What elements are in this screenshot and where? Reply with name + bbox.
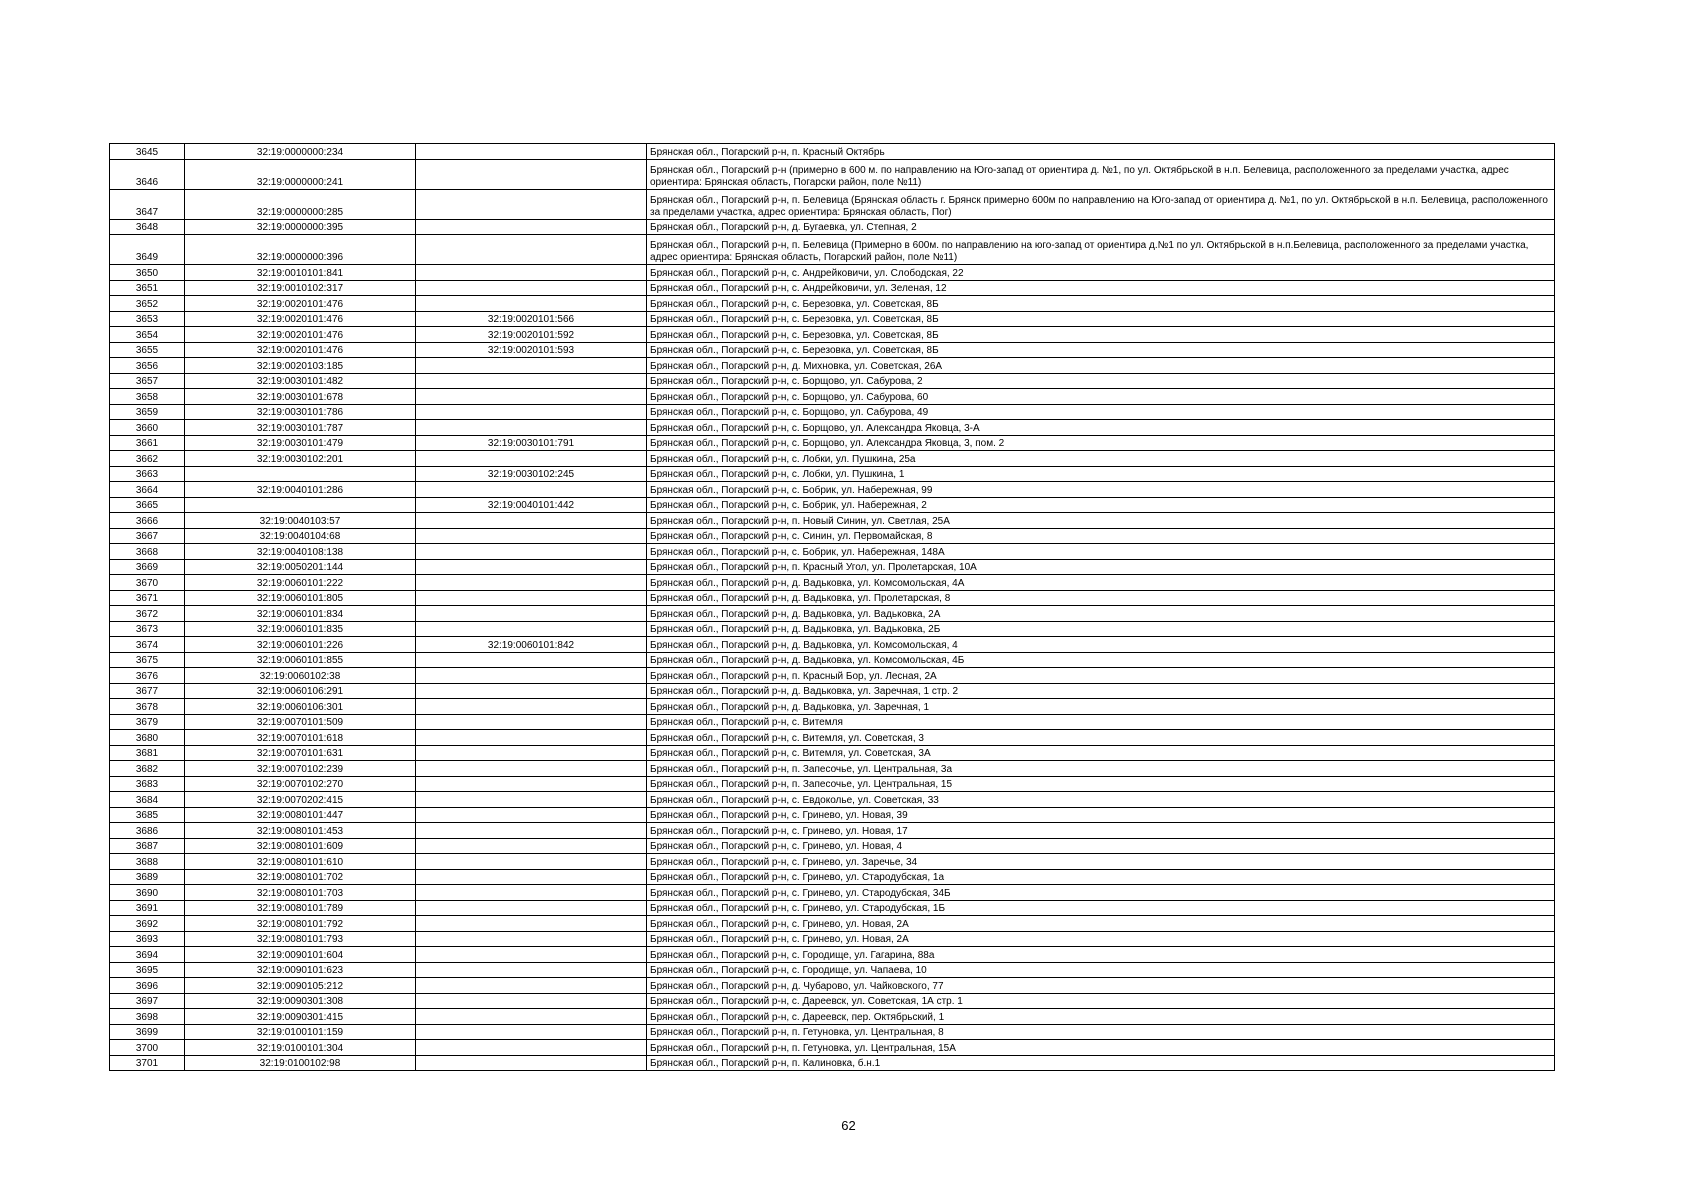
cadastral-number-cell: 32:19:0030101:787 [185,420,416,436]
row-number-cell: 3694 [110,947,185,963]
second-cadastral-number-cell [416,404,647,420]
table-row [110,838,1555,854]
row-number-cell: 3696 [110,978,185,994]
cadastral-number-cell: 32:19:0080101:453 [185,823,416,839]
table-row [110,606,1555,622]
second-cadastral-number-cell [416,1024,647,1040]
table-row [110,931,1555,947]
cadastral-number-cell: 32:19:0000000:234 [185,144,416,160]
cadastral-number-cell: 32:19:0030102:201 [185,451,416,467]
address-cell: Брянская обл., Погарский р-н, с. Дареевск, пер. Октябрьский, 1 [647,1009,1555,1025]
table-row [110,1009,1555,1025]
address-cell: Брянская обл., Погарский р-н, с. Березовка, ул. Советская, 8Б [647,327,1555,343]
row-number-cell: 3667 [110,528,185,544]
address-cell: Брянская обл., Погарский р-н, д. Бугаевка, ул. Степная, 2 [647,219,1555,235]
row-number-cell: 3668 [110,544,185,560]
cadastral-number-cell: 32:19:0100101:159 [185,1024,416,1040]
row-number-cell: 3660 [110,420,185,436]
address-cell: Брянская обл., Погарский р-н, с. Борщово, ул. Александра Яковца, 3, пом. 2 [647,435,1555,451]
table-row [110,714,1555,730]
address-cell: Брянская обл., Погарский р-н (примерно в 600 м. по направлению на Юго-запад от ориентира д. №1, по ул. Октябрьской в н.п. Белевица, расположенного за пределами участка, адрес ориентира: Брянская область, Погарски район, поле №11) [647,159,1555,189]
cadastral-number-cell: 32:19:0100101:304 [185,1040,416,1056]
table-row [110,358,1555,374]
table-row [110,947,1555,963]
second-cadastral-number-cell [416,869,647,885]
table-row [110,575,1555,591]
second-cadastral-number-cell [416,947,647,963]
second-cadastral-number-cell [416,838,647,854]
second-cadastral-number-cell [416,854,647,870]
second-cadastral-number-cell [416,761,647,777]
table-row [110,900,1555,916]
table-row [110,745,1555,761]
second-cadastral-number-cell [416,420,647,436]
table-row [110,544,1555,560]
table-row [110,730,1555,746]
row-number-cell: 3687 [110,838,185,854]
cadastral-number-cell: 32:19:0080101:447 [185,807,416,823]
row-number-cell: 3671 [110,590,185,606]
row-number-cell: 3656 [110,358,185,374]
table-row [110,854,1555,870]
second-cadastral-number-cell [416,730,647,746]
second-cadastral-number-cell [416,885,647,901]
second-cadastral-number-cell [416,714,647,730]
cadastral-number-cell: 32:19:0040108:138 [185,544,416,560]
table-row [110,1040,1555,1056]
second-cadastral-number-cell [416,482,647,498]
second-cadastral-number-cell [416,1040,647,1056]
address-cell: Брянская обл., Погарский р-н, с. Дареевск, ул. Советская, 1А стр. 1 [647,993,1555,1009]
address-cell: Брянская обл., Погарский р-н, п. Красный Угол, ул. Пролетарская, 10А [647,559,1555,575]
cadastral-number-cell: 32:19:0070101:509 [185,714,416,730]
row-number-cell: 3664 [110,482,185,498]
table-row [110,342,1555,358]
second-cadastral-number-cell: 32:19:0020101:592 [416,327,647,343]
row-number-cell: 3676 [110,668,185,684]
address-cell: Брянская обл., Погарский р-н, с. Андрейковичи, ул. Зеленая, 12 [647,280,1555,296]
address-cell: Брянская обл., Погарский р-н, д. Чубарово, ул. Чайковского, 77 [647,978,1555,994]
second-cadastral-number-cell [416,219,647,235]
cadastral-number-cell: 32:19:0100102:98 [185,1055,416,1071]
second-cadastral-number-cell: 32:19:0030102:245 [416,466,647,482]
cadastral-number-cell: 32:19:0040101:286 [185,482,416,498]
cadastral-number-cell: 32:19:0030101:479 [185,435,416,451]
row-number-cell: 3684 [110,792,185,808]
second-cadastral-number-cell [416,668,647,684]
address-cell: Брянская обл., Погарский р-н, с. Лобки, ул. Пушкина, 25а [647,451,1555,467]
address-cell: Брянская обл., Погарский р-н, п. Запесочье, ул. Центральная, 15 [647,776,1555,792]
table-row [110,189,1555,219]
row-number-cell: 3650 [110,265,185,281]
second-cadastral-number-cell [416,159,647,189]
table-row [110,144,1555,160]
page-number: 62 [841,1118,856,1133]
address-cell: Брянская обл., Погарский р-н, п. Белевица (Примерно в 600м. по направлению на юго-запад от ориентира д.№1 по ул. Октябрьской в н.п.Белевица, расположенного за пределами участка, адрес ориентира: Брянская область, Погарский район, поле №11) [647,235,1555,265]
row-number-cell: 3649 [110,235,185,265]
second-cadastral-number-cell [416,931,647,947]
address-cell: Брянская обл., Погарский р-н, с. Борщово, ул. Александра Яковца, 3-А [647,420,1555,436]
address-cell: Брянская обл., Погарский р-н, с. Витемля, ул. Советская, 3 [647,730,1555,746]
row-number-cell: 3690 [110,885,185,901]
table-row [110,528,1555,544]
cadastral-number-cell: 32:19:0080101:702 [185,869,416,885]
second-cadastral-number-cell: 32:19:0060101:842 [416,637,647,653]
row-number-cell: 3665 [110,497,185,513]
table-row [110,513,1555,529]
cadastral-number-cell: 32:19:0060101:855 [185,652,416,668]
table-row [110,159,1555,189]
row-number-cell: 3685 [110,807,185,823]
table-row [110,652,1555,668]
second-cadastral-number-cell [416,451,647,467]
second-cadastral-number-cell [416,606,647,622]
cadastral-number-cell: 32:19:0080101:789 [185,900,416,916]
row-number-cell: 3699 [110,1024,185,1040]
table-row [110,373,1555,389]
row-number-cell: 3695 [110,962,185,978]
cadastral-number-cell: 32:19:0020103:185 [185,358,416,374]
address-cell: Брянская обл., Погарский р-н, п. Калиновка, б.н.1 [647,1055,1555,1071]
table-row [110,792,1555,808]
second-cadastral-number-cell [416,575,647,591]
second-cadastral-number-cell [416,1055,647,1071]
second-cadastral-number-cell: 32:19:0020101:593 [416,342,647,358]
cadastral-number-cell: 32:19:0000000:396 [185,235,416,265]
table-row [110,280,1555,296]
table-row [110,869,1555,885]
table-row [110,1024,1555,1040]
table-row [110,404,1555,420]
table-row [110,683,1555,699]
address-cell: Брянская обл., Погарский р-н, д. Вадьковка, ул. Вадьковка, 2А [647,606,1555,622]
second-cadastral-number-cell [416,962,647,978]
row-number-cell: 3688 [110,854,185,870]
address-cell: Брянская обл., Погарский р-н, п. Гетуновка, ул. Центральная, 8 [647,1024,1555,1040]
cadastral-number-cell: 32:19:0090301:415 [185,1009,416,1025]
row-number-cell: 3666 [110,513,185,529]
address-cell: Брянская обл., Погарский р-н, д. Вадьковка, ул. Вадьковка, 2Б [647,621,1555,637]
cadastral-number-cell: 32:19:0060102:38 [185,668,416,684]
row-number-cell: 3648 [110,219,185,235]
second-cadastral-number-cell [416,683,647,699]
address-cell: Брянская обл., Погарский р-н, п. Красный Октябрь [647,144,1555,160]
cadastral-number-cell: 32:19:0090301:308 [185,993,416,1009]
address-cell: Брянская обл., Погарский р-н, с. Бобрик, ул. Набережная, 99 [647,482,1555,498]
second-cadastral-number-cell [416,978,647,994]
row-number-cell: 3654 [110,327,185,343]
table-row [110,885,1555,901]
cadastral-number-cell: 32:19:0030101:786 [185,404,416,420]
table-row [110,559,1555,575]
second-cadastral-number-cell [416,280,647,296]
table-body [110,144,1555,1071]
second-cadastral-number-cell [416,916,647,932]
address-cell: Брянская обл., Погарский р-н, с. Борщово, ул. Сабурова, 60 [647,389,1555,405]
address-cell: Брянская обл., Погарский р-н, с. Борщово, ул. Сабурова, 49 [647,404,1555,420]
row-number-cell: 3673 [110,621,185,637]
row-number-cell: 3657 [110,373,185,389]
row-number-cell: 3681 [110,745,185,761]
row-number-cell: 3669 [110,559,185,575]
table-row [110,466,1555,482]
address-cell: Брянская обл., Погарский р-н, с. Гринево, ул. Заречье, 34 [647,854,1555,870]
table-row [110,621,1555,637]
table-row [110,637,1555,653]
second-cadastral-number-cell [416,559,647,575]
cadastral-number-cell: 32:19:0080101:609 [185,838,416,854]
address-cell: Брянская обл., Погарский р-н, с. Городище, ул. Чапаева, 10 [647,962,1555,978]
address-cell: Брянская обл., Погарский р-н, с. Гринево, ул. Новая, 2А [647,916,1555,932]
cadastral-table [109,143,1555,1071]
row-number-cell: 3693 [110,931,185,947]
row-number-cell: 3680 [110,730,185,746]
address-cell: Брянская обл., Погарский р-н, с. Борщово, ул. Сабурова, 2 [647,373,1555,389]
row-number-cell: 3691 [110,900,185,916]
row-number-cell: 3658 [110,389,185,405]
row-number-cell: 3670 [110,575,185,591]
table-row [110,451,1555,467]
address-cell: Брянская обл., Погарский р-н, п. Гетуновка, ул. Центральная, 15А [647,1040,1555,1056]
cadastral-number-cell: 32:19:0000000:241 [185,159,416,189]
table-row [110,327,1555,343]
cadastral-number-cell: 32:19:0000000:395 [185,219,416,235]
cadastral-number-cell: 32:19:0080101:793 [185,931,416,947]
address-cell: Брянская обл., Погарский р-н, с. Березовка, ул. Советская, 8Б [647,342,1555,358]
table-row [110,497,1555,513]
row-number-cell: 3645 [110,144,185,160]
row-number-cell: 3700 [110,1040,185,1056]
address-cell: Брянская обл., Погарский р-н, п. Красный Бор, ул. Лесная, 2А [647,668,1555,684]
row-number-cell: 3679 [110,714,185,730]
cadastral-number-cell: 32:19:0070101:618 [185,730,416,746]
table-row [110,296,1555,312]
address-cell: Брянская обл., Погарский р-н, п. Запесочье, ул. Центральная, 3а [647,761,1555,777]
cadastral-number-cell: 32:19:0040104:68 [185,528,416,544]
row-number-cell: 3662 [110,451,185,467]
second-cadastral-number-cell [416,528,647,544]
cadastral-number-cell: 32:19:0070202:415 [185,792,416,808]
cadastral-number-cell: 32:19:0080101:703 [185,885,416,901]
second-cadastral-number-cell [416,993,647,1009]
table-row [110,235,1555,265]
address-cell: Брянская обл., Погарский р-н, д. Вадьковка, ул. Комсомольская, 4 [647,637,1555,653]
second-cadastral-number-cell [416,652,647,668]
table-row [110,219,1555,235]
cadastral-number-cell: 32:19:0080101:792 [185,916,416,932]
second-cadastral-number-cell [416,900,647,916]
address-cell: Брянская обл., Погарский р-н, д. Вадьковка, ул. Заречная, 1 стр. 2 [647,683,1555,699]
table-row [110,978,1555,994]
address-cell: Брянская обл., Погарский р-н, с. Городище, ул. Гагарина, 88а [647,947,1555,963]
cadastral-number-cell: 32:19:0060101:222 [185,575,416,591]
second-cadastral-number-cell [416,745,647,761]
second-cadastral-number-cell [416,699,647,715]
address-cell: Брянская обл., Погарский р-н, с. Березовка, ул. Советская, 8Б [647,296,1555,312]
address-cell: Брянская обл., Погарский р-н, с. Бобрик, ул. Набережная, 2 [647,497,1555,513]
row-number-cell: 3701 [110,1055,185,1071]
row-number-cell: 3683 [110,776,185,792]
table-row [110,420,1555,436]
address-cell: Брянская обл., Погарский р-н, с. Бобрик, ул. Набережная, 148А [647,544,1555,560]
second-cadastral-number-cell [416,792,647,808]
cadastral-number-cell: 32:19:0090105:212 [185,978,416,994]
address-cell: Брянская обл., Погарский р-н, с. Березовка, ул. Советская, 8Б [647,311,1555,327]
second-cadastral-number-cell [416,590,647,606]
cadastral-number-cell: 32:19:0060101:834 [185,606,416,622]
second-cadastral-number-cell [416,544,647,560]
table-row [110,699,1555,715]
cadastral-number-cell: 32:19:0080101:610 [185,854,416,870]
second-cadastral-number-cell: 32:19:0020101:566 [416,311,647,327]
table-row [110,1055,1555,1071]
address-cell: Брянская обл., Погарский р-н, с. Синин, ул. Первомайская, 8 [647,528,1555,544]
second-cadastral-number-cell [416,389,647,405]
row-number-cell: 3675 [110,652,185,668]
cadastral-number-cell: 32:19:0000000:285 [185,189,416,219]
second-cadastral-number-cell [416,621,647,637]
second-cadastral-number-cell [416,373,647,389]
cadastral-number-cell: 32:19:0020101:476 [185,342,416,358]
second-cadastral-number-cell [416,144,647,160]
table-row [110,389,1555,405]
table-row [110,590,1555,606]
second-cadastral-number-cell [416,1009,647,1025]
row-number-cell: 3663 [110,466,185,482]
second-cadastral-number-cell [416,513,647,529]
second-cadastral-number-cell [416,776,647,792]
table-row [110,807,1555,823]
cadastral-number-cell: 32:19:0020101:476 [185,311,416,327]
address-cell: Брянская обл., Погарский р-н, с. Андрейковичи, ул. Слободская, 22 [647,265,1555,281]
cadastral-number-cell: 32:19:0090101:604 [185,947,416,963]
cadastral-number-cell: 32:19:0030101:482 [185,373,416,389]
table-row [110,916,1555,932]
table-row [110,482,1555,498]
address-cell: Брянская обл., Погарский р-н, с. Гринево, ул. Новая, 17 [647,823,1555,839]
table-row [110,435,1555,451]
address-cell: Брянская обл., Погарский р-н, с. Лобки, ул. Пушкина, 1 [647,466,1555,482]
address-cell: Брянская обл., Погарский р-н, с. Витемля, ул. Советская, 3А [647,745,1555,761]
second-cadastral-number-cell: 32:19:0040101:442 [416,497,647,513]
cadastral-number-cell: 32:19:0070101:631 [185,745,416,761]
second-cadastral-number-cell [416,358,647,374]
address-cell: Брянская обл., Погарский р-н, с. Гринево, ул. Стародубская, 34Б [647,885,1555,901]
row-number-cell: 3689 [110,869,185,885]
row-number-cell: 3677 [110,683,185,699]
address-cell: Брянская обл., Погарский р-н, с. Витемля [647,714,1555,730]
row-number-cell: 3672 [110,606,185,622]
address-cell: Брянская обл., Погарский р-н, д. Вадьковка, ул. Заречная, 1 [647,699,1555,715]
table-row [110,761,1555,777]
second-cadastral-number-cell [416,296,647,312]
address-cell: Брянская обл., Погарский р-н, д. Михновка, ул. Советская, 26А [647,358,1555,374]
address-cell: Брянская обл., Погарский р-н, с. Гринево, ул. Новая, 4 [647,838,1555,854]
second-cadastral-number-cell: 32:19:0030101:791 [416,435,647,451]
row-number-cell: 3692 [110,916,185,932]
second-cadastral-number-cell [416,807,647,823]
row-number-cell: 3646 [110,159,185,189]
table-row [110,962,1555,978]
second-cadastral-number-cell [416,265,647,281]
cadastral-number-cell: 32:19:0090101:623 [185,962,416,978]
cadastral-number-cell: 32:19:0060101:226 [185,637,416,653]
row-number-cell: 3659 [110,404,185,420]
row-number-cell: 3686 [110,823,185,839]
row-number-cell: 3661 [110,435,185,451]
cadastral-number-cell: 32:19:0060106:301 [185,699,416,715]
row-number-cell: 3674 [110,637,185,653]
cadastral-number-cell: 32:19:0060101:835 [185,621,416,637]
cadastral-number-cell: 32:19:0010101:841 [185,265,416,281]
table-row [110,265,1555,281]
second-cadastral-number-cell [416,189,647,219]
cadastral-number-cell: 32:19:0060101:805 [185,590,416,606]
address-cell: Брянская обл., Погарский р-н, с. Евдоколье, ул. Советская, 33 [647,792,1555,808]
row-number-cell: 3651 [110,280,185,296]
cadastral-number-cell: 32:19:0010102:317 [185,280,416,296]
row-number-cell: 3697 [110,993,185,1009]
cadastral-number-cell: 32:19:0070102:270 [185,776,416,792]
address-cell: Брянская обл., Погарский р-н, д. Вадьковка, ул. Комсомольская, 4А [647,575,1555,591]
second-cadastral-number-cell [416,823,647,839]
row-number-cell: 3655 [110,342,185,358]
table-row [110,823,1555,839]
address-cell: Брянская обл., Погарский р-н, с. Гринево, ул. Новая, 2А [647,931,1555,947]
row-number-cell: 3652 [110,296,185,312]
row-number-cell: 3647 [110,189,185,219]
cadastral-number-cell: 32:19:0050201:144 [185,559,416,575]
table-row [110,668,1555,684]
table-row [110,311,1555,327]
table-row [110,776,1555,792]
address-cell: Брянская обл., Погарский р-н, д. Вадьковка, ул. Пролетарская, 8 [647,590,1555,606]
row-number-cell: 3653 [110,311,185,327]
cadastral-number-cell: 32:19:0060106:291 [185,683,416,699]
address-cell: Брянская обл., Погарский р-н, с. Гринево, ул. Стародубская, 1Б [647,900,1555,916]
table-row [110,993,1555,1009]
address-cell: Брянская обл., Погарский р-н, п. Новый Синин, ул. Светлая, 25А [647,513,1555,529]
row-number-cell: 3682 [110,761,185,777]
address-cell: Брянская обл., Погарский р-н, д. Вадьковка, ул. Комсомольская, 4Б [647,652,1555,668]
address-cell: Брянская обл., Погарский р-н, с. Гринево, ул. Стародубская, 1а [647,869,1555,885]
row-number-cell: 3678 [110,699,185,715]
cadastral-number-cell: 32:19:0020101:476 [185,327,416,343]
row-number-cell: 3698 [110,1009,185,1025]
cadastral-number-cell: 32:19:0020101:476 [185,296,416,312]
cadastral-number-cell: 32:19:0070102:239 [185,761,416,777]
cadastral-number-cell [185,466,416,482]
address-cell: Брянская обл., Погарский р-н, с. Гринево, ул. Новая, 39 [647,807,1555,823]
cadastral-number-cell: 32:19:0040103:57 [185,513,416,529]
second-cadastral-number-cell [416,235,647,265]
cadastral-number-cell: 32:19:0030101:678 [185,389,416,405]
address-cell: Брянская обл., Погарский р-н, п. Белевица (Брянская область г. Брянск примерно 600м по направлению на Юго-запад от ориентира д. №1, по ул. Октябрьской в н.п. Белевица, расположенного за пределами участка, адрес ориентира: Брянская область, Пог) [647,189,1555,219]
cadastral-number-cell [185,497,416,513]
